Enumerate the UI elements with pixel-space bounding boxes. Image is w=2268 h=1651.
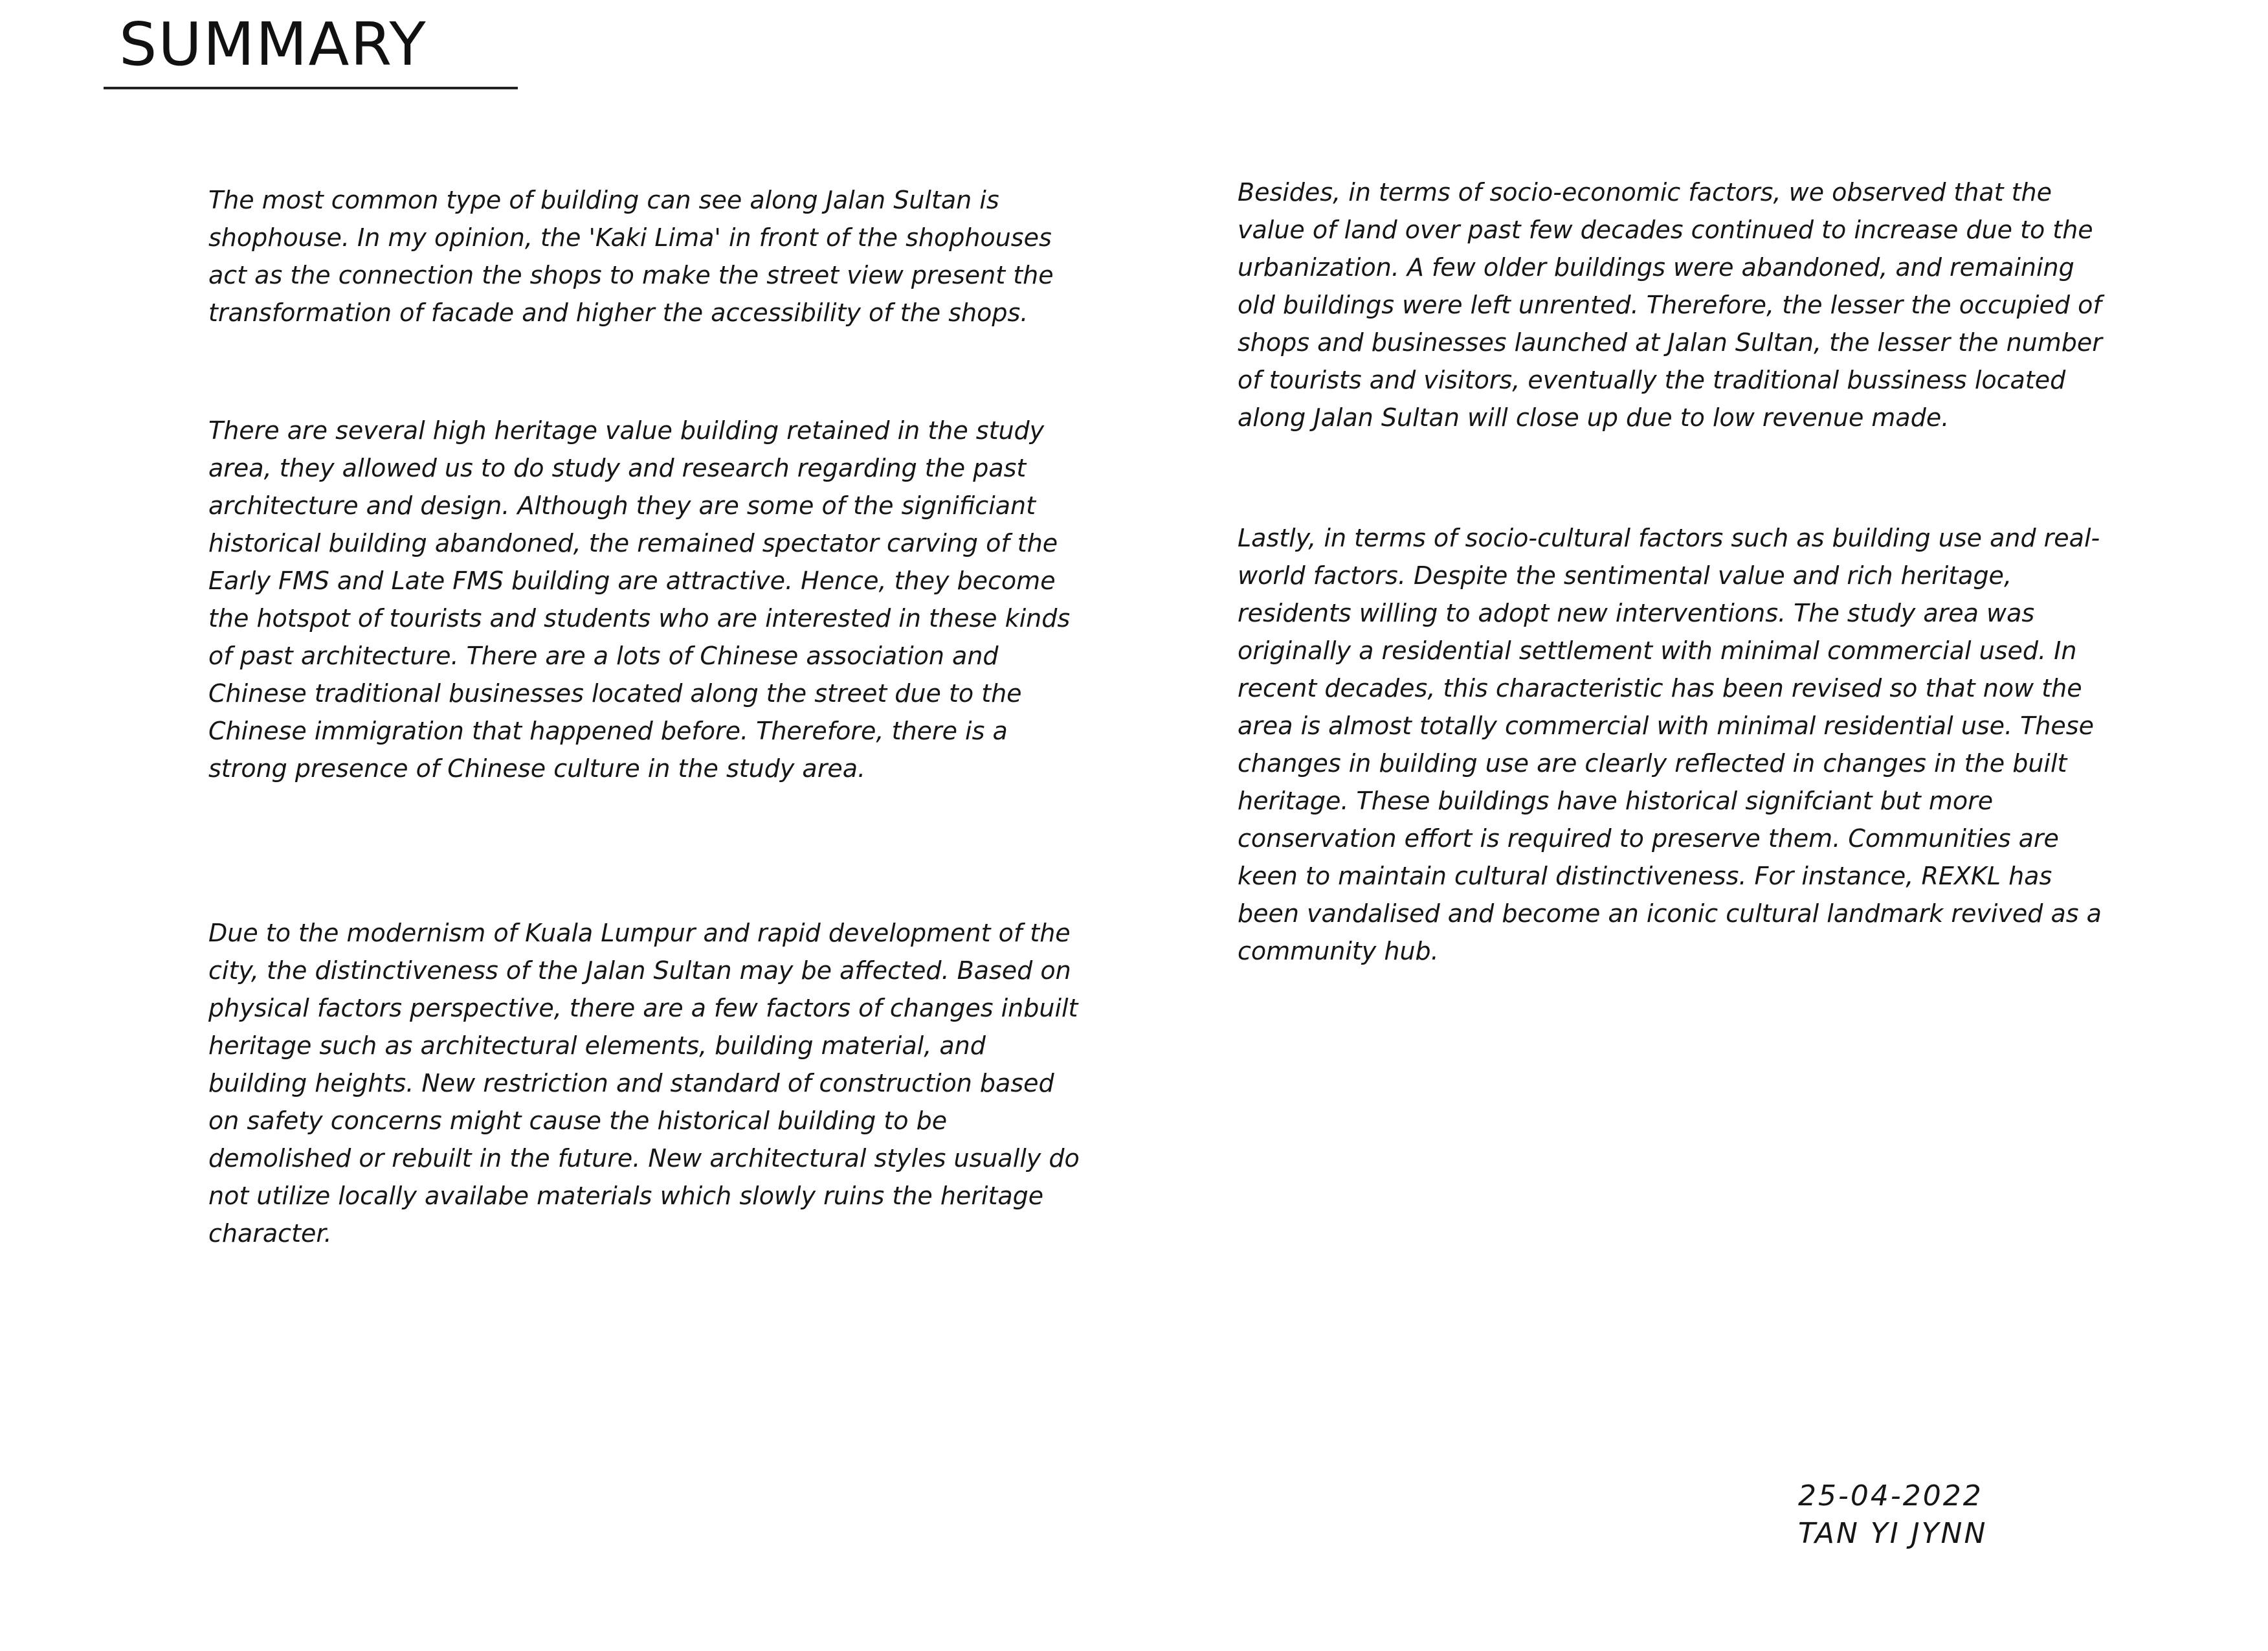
signature-date: 25-04-2022 — [1798, 1479, 1983, 1512]
signature-block — [1798, 1477, 2070, 1553]
left-column — [208, 181, 1089, 1252]
paragraph-socio-economic: Besides, in terms of socio-economic factors, we observed that the value of land over past few decades continued to increase due to the urbanization. A few older buildings were abandoned, and remaining old buildings were left unrented. Therefore, the lesser the occupied of shops and businesses launched at Jalan Sultan, the lesser the number of tourists and visitors, eventually the traditional bussiness located along Jalan Sultan will close up due to low revenue made. — [1238, 178, 2102, 432]
right-column — [1238, 174, 2118, 970]
title-underline — [104, 87, 518, 89]
page-title: SUMMARY — [119, 10, 427, 79]
paragraph-heritage-value: There are several high heritage value building retained in the study area, they allowed us to do study and research regarding the past architecture and design. Although they are some of the significiant historical building abandoned, the remained spectator carving of the Early FMS and Late FMS building are attractive. Hence, they become the hotspot of tourists and students who are interested in these kinds of past architecture. There are a lots of Chinese association and Chinese traditional businesses located along the street due to the Chinese immigration that happened before. Therefore, there is a strong presence of Chinese culture in the study area. — [208, 416, 1071, 783]
paragraph-building-type: The most common type of building can see along Jalan Sultan is shophouse. In my opinion, the 'Kaki Lima' in front of the shophouses act as the connection the shops to make the street view present the transformation of facade and higher the accessibility of the shops. — [208, 186, 1054, 327]
signature-name: TAN YI JYNN — [1798, 1517, 1988, 1550]
paragraph-physical-factors: Due to the modernism of Kuala Lumpur and rapid development of the city, the distinctiveness of the Jalan Sultan may be affected. Based on physical factors perspective, there are a few factors of changes inbuilt heritage such as architectural elements, building material, and building heights. New restriction and standard of construction based on safety concerns might cause the historical building to be demolished or rebuilt in the future. New architectural styles usually do not utilize locally availabe materials which slowly ruins the heritage character. — [208, 919, 1080, 1248]
paragraph-socio-cultural: Lastly, in terms of socio-cultural factors such as building use and real-world factors. Despite the sentimental value and rich heritage, residents willing to adopt new interventions. The study area was originally a residential settlement with minimal commercial used. In recent decades, this characteristic has been revised so that now the area is almost totally commercial with minimal residential use. These changes in building use are clearly reflected in changes in the built heritage. These buildings have historical signifciant but more conservation effort is required to preserve them. Communities are keen to maintain cultural distinctiveness. For instance, REXKL has been vandalised and become an iconic cultural landmark revived as a community hub. — [1238, 524, 2102, 965]
